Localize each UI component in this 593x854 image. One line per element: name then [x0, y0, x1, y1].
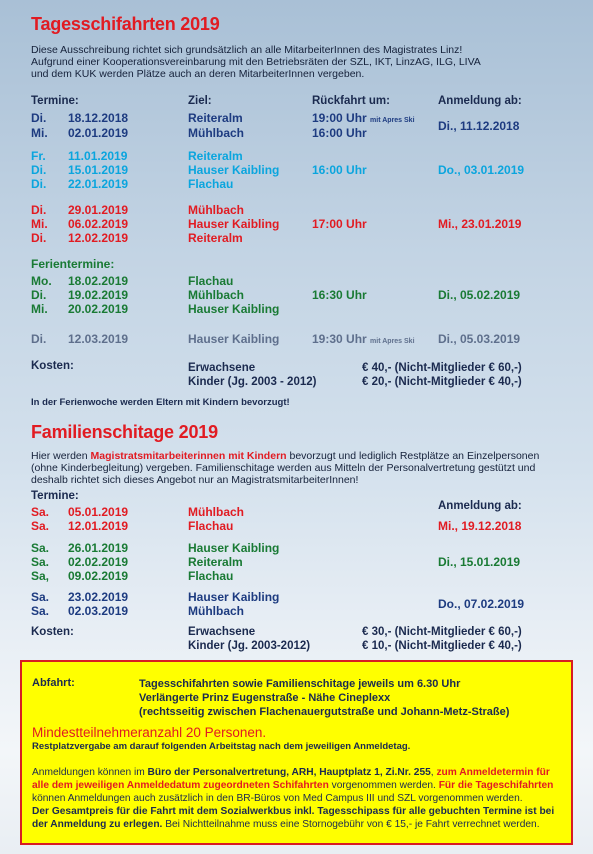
price-category: Kinder (Jg. 2003 - 2012) — [188, 376, 317, 388]
abfahrt-line: Tagesschifahrten sowie Familienschitage jeweils um 6.30 Uhr — [139, 678, 461, 690]
reg-text: , — [430, 767, 437, 778]
trip-destination: Flachau — [188, 177, 234, 191]
trip-destination: Mühlbach — [188, 126, 244, 140]
abfahrt-details — [139, 677, 509, 719]
trip-date: 11.01.2019 — [68, 149, 128, 163]
trip-destination: Mühlbach — [188, 203, 244, 217]
trip-day: Di. — [31, 231, 47, 245]
section1-intro — [31, 44, 576, 80]
trip-return-time: 16:00 Uhr — [312, 163, 367, 177]
trip-destination: Reiteralm — [188, 231, 243, 245]
kosten-label: Kosten: — [31, 360, 74, 372]
trip-date: 22.01.2019 — [68, 177, 129, 191]
intro-text: Hier werden — [31, 450, 91, 462]
trip-date: 02.03.2019 — [68, 604, 129, 618]
header-rueckfahrt: Rückfahrt um: — [312, 95, 390, 107]
price-value: € 10,- (Nicht-Mitglieder € 40,-) — [362, 640, 522, 652]
reg-payment: Der Gesamtpreis für die Fahrt mit dem Sozialwerkbus inkl. Tagesschipass für alle gebuchten Termine ist bei der Anmeldung zu erlegen. — [32, 806, 555, 830]
price-category: Kinder (Jg. 2003-2012) — [188, 640, 311, 652]
trip-date: 12.02.2019 — [68, 231, 129, 245]
min-participants-title: Mindestteilnehmeranzahl 20 Personen. — [32, 725, 267, 740]
reg-text: können Anmeldungen auch zusätzlich in den BR-Büros von Med Campus III und SZL vorgenommen werden. — [32, 793, 523, 804]
trip-date: 02.01.2019 — [68, 126, 129, 140]
trip-date: 05.01.2019 — [68, 505, 129, 519]
trip-date: 15.01.2019 — [68, 163, 129, 177]
trip-day: Mi. — [31, 302, 48, 316]
trip-day: Di. — [31, 163, 47, 177]
trip-destination: Reiteralm — [188, 149, 243, 163]
trip-day: Fr. — [31, 149, 46, 163]
reg-highlight: zum Anmeldetermin für alle dem jeweiligen Anmeldedatum zugeordneten Schifahrten — [32, 767, 550, 791]
abfahrt-line: Verlängerte Prinz Eugenstraße - Nähe Cineplexx — [139, 692, 391, 704]
abfahrt-line: (rechtsseitig zwischen Flachenauergutstraße und Johann-Metz-Straße) — [139, 706, 510, 718]
price-category: Erwachsene — [188, 362, 256, 374]
trip-date: 18.12.2018 — [68, 111, 129, 125]
trip-day: Mi. — [31, 217, 48, 231]
trip-date: 06.02.2019 — [68, 217, 129, 231]
trip-day: Sa, — [31, 569, 50, 583]
trip-destination: Reiteralm — [188, 111, 243, 125]
apres-ski-note: mit Apres Ski — [370, 117, 415, 124]
time-value: 19:30 Uhr — [312, 332, 367, 346]
trip-day: Mi. — [31, 126, 48, 140]
trip-day: Sa. — [31, 541, 50, 555]
info-box — [20, 660, 573, 845]
trip-destination: Hauser Kaibling — [188, 217, 280, 231]
trip-destination: Mühlbach — [188, 505, 244, 519]
trip-day: Di. — [31, 177, 47, 191]
trip-destination: Flachau — [188, 519, 234, 533]
trip-date: 12.03.2019 — [68, 332, 129, 346]
trip-destination: Hauser Kaibling — [188, 302, 280, 316]
trip-return-time: 16:00 Uhr — [312, 126, 367, 140]
price-category: Erwachsene — [188, 626, 256, 638]
trip-destination: Mühlbach — [188, 604, 244, 618]
trip-date: 09.02.2019 — [68, 569, 129, 583]
trip-day: Di. — [31, 203, 47, 217]
price-value: € 30,- (Nicht-Mitglieder € 60,-) — [362, 626, 522, 638]
trip-registration-date: Mi., 23.01.2019 — [438, 217, 522, 231]
trip-registration-date: Do., 03.01.2019 — [438, 163, 525, 177]
trip-day: Sa. — [31, 505, 50, 519]
ferientermine-label: Ferientermine: — [31, 257, 115, 271]
price-value: € 20,- (Nicht-Mitglieder € 40,-) — [362, 376, 522, 388]
header-termine: Termine: — [31, 95, 79, 107]
intro-line: Diese Ausschreibung richtet sich grundsätzlich an alle MitarbeiterInnen des Magistrates Linz! — [31, 44, 463, 56]
trip-return-time: 17:00 Uhr — [312, 217, 367, 231]
ferienwoche-note: In der Ferienwoche werden Eltern mit Kindern bevorzugt! — [31, 397, 290, 408]
trip-day: Sa. — [31, 604, 50, 618]
trip-destination: Hauser Kaibling — [188, 590, 280, 604]
intro-highlight: Magistratsmitarbeiterinnen mit Kindern — [90, 450, 287, 462]
intro-line: und dem KUK werden Plätze auch an deren MitarbeiterInnen vergeben. — [31, 68, 365, 80]
reg-text: vorgenommen werden. — [328, 780, 439, 791]
header-anmeldung: Anmeldung ab: — [438, 95, 522, 107]
reg-highlight: Für die Tageschifahrten — [438, 780, 554, 791]
trip-destination: Hauser Kaibling — [188, 332, 280, 346]
trip-registration-date: Di., 05.02.2019 — [438, 288, 521, 302]
reg-office: Büro der Personalvertretung, ARH, Hauptplatz 1, Zi.Nr. 255 — [147, 767, 431, 778]
trip-registration-date: Mi., 19.12.2018 — [438, 519, 522, 533]
kosten-label: Kosten: — [31, 626, 74, 638]
trip-destination: Hauser Kaibling — [188, 163, 280, 177]
header-anmeldung: Anmeldung ab: — [438, 500, 522, 512]
trip-day: Sa. — [31, 519, 50, 533]
price-value: € 40,- (Nicht-Mitglieder € 60,-) — [362, 362, 522, 374]
intro-line: deshalb richtet sich dieses Angebot nur an MagistratsmitarbeiterInnen! — [31, 474, 359, 486]
trip-destination: Mühlbach — [188, 288, 244, 302]
intro-line: Aufgrund einer Kooperationsvereinbarung mit den Betriebsräten der SZL, IKT, LinzAG, ILG, LIVA — [31, 56, 481, 68]
trip-destination: Reiteralm — [188, 555, 243, 569]
header-termine: Termine: — [31, 490, 79, 502]
min-participants-subtitle: Restplatzvergabe am darauf folgenden Arbeitstag nach dem jeweiligen Anmeldetag. — [32, 741, 411, 752]
section2-title: Familienschitage 2019 — [31, 422, 218, 442]
trip-day: Sa. — [31, 555, 50, 569]
intro-text: bevorzugt und lediglich Restplätze an Einzelpersonen — [286, 450, 540, 462]
trip-destination: Flachau — [188, 274, 234, 288]
reg-text: Bei Nichtteilnahme muss eine Stornogebühr von € 15,- je Fahrt verrechnet werden. — [162, 819, 540, 830]
trip-registration-date: Do., 07.02.2019 — [438, 597, 525, 611]
registration-info — [32, 766, 567, 831]
trip-registration-date: Di., 11.12.2018 — [438, 119, 520, 133]
trip-destination: Hauser Kaibling — [188, 541, 280, 555]
trip-date: 23.02.2019 — [68, 590, 129, 604]
abfahrt-label: Abfahrt: — [32, 677, 75, 689]
intro-line — [31, 450, 576, 462]
trip-date: 02.02.2019 — [68, 555, 129, 569]
trip-destination: Flachau — [188, 569, 234, 583]
trip-date: 18.02.2019 — [68, 274, 129, 288]
trip-day: Mo. — [31, 274, 52, 288]
trip-registration-date: Di., 15.01.2019 — [438, 555, 521, 569]
time-value: 19:00 Uhr — [312, 111, 367, 125]
intro-line: (ohne Kinderbegleitung) vergeben. Familienschitage werden aus Mitteln der Personalvertretung gestützt und — [31, 462, 536, 474]
trip-day: Di. — [31, 111, 47, 125]
trip-date: 20.02.2019 — [68, 302, 129, 316]
trip-return-time — [312, 332, 415, 346]
trip-return-time: 16:30 Uhr — [312, 288, 367, 302]
trip-date: 19.02.2019 — [68, 288, 129, 302]
header-ziel: Ziel: — [188, 95, 212, 107]
trip-day: Sa. — [31, 590, 50, 604]
apres-ski-note: mit Apres Ski — [370, 338, 415, 345]
trip-date: 26.01.2019 — [68, 541, 129, 555]
trip-return-time — [312, 111, 415, 125]
section2-intro — [31, 450, 576, 486]
trip-date: 29.01.2019 — [68, 203, 129, 217]
trip-registration-date: Di., 05.03.2019 — [438, 332, 521, 346]
trip-day: Di. — [31, 332, 47, 346]
trip-day: Di. — [31, 288, 47, 302]
section1-title: Tagesschifahrten 2019 — [31, 14, 220, 34]
trip-date: 12.01.2019 — [68, 519, 129, 533]
reg-text: Anmeldungen können im — [32, 767, 148, 778]
